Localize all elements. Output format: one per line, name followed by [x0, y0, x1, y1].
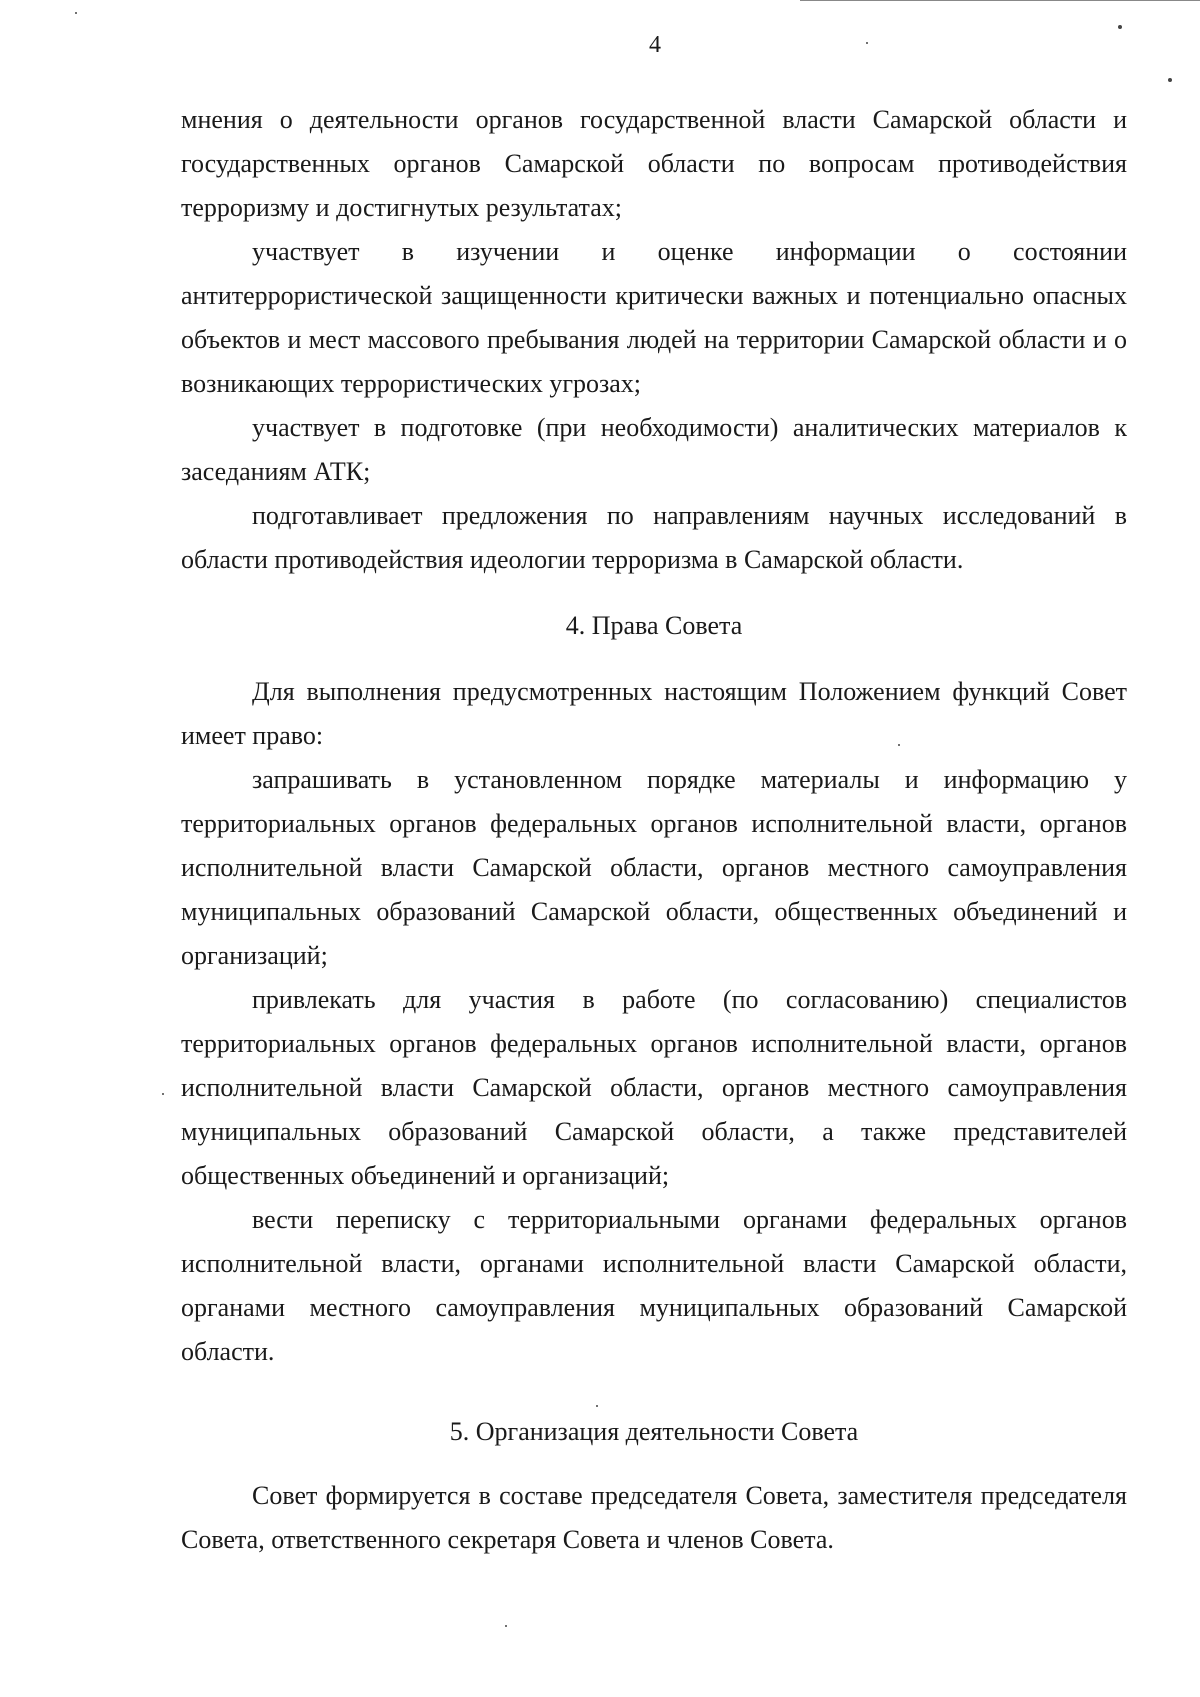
scan-speck [75, 12, 77, 14]
page-number: 4 [649, 32, 661, 58]
paragraph: привлекать для участия в работе (по согласованию) специалистов территориальных органов федеральных органов исполнительной власти, органов исполнительной власти Самарской области, органов местного самоуправления муниципальных образований Самарской области, а также представителей общественных объединений и организаций; [181, 985, 1127, 1190]
spacer [181, 1374, 1127, 1410]
paragraph: Совет формируется в составе председателя Совета, заместителя председателя Совета, ответственного секретаря Совета и членов Совета. [181, 1481, 1127, 1554]
document-body [181, 98, 1127, 1562]
scan-speck [1118, 25, 1122, 29]
scan-speck [1168, 78, 1172, 82]
section-heading-rights: 4. Права Совета [565, 611, 743, 640]
paragraph: запрашивать в установленном порядке материалы и информацию у территориальных органов федеральных органов исполнительной власти, органов исполнительной власти Самарской области, органов местного самоуправления муниципальных образований Самарской области, общественных объединений и организаций; [181, 765, 1127, 970]
spacer [181, 1454, 1127, 1474]
paragraph: подготавливает предложения по направлениям научных исследований в области противодействия идеологии терроризма в Самарской области. [181, 501, 1127, 574]
paragraph: участвует в изучении и оценке информации о состоянии антитеррористической защищенности критически важных и потенциально опасных объектов и мест массового пребывания людей на территории Самарской области и о возникающих террористических угрозах; [181, 237, 1127, 398]
paragraph: мнения о деятельности органов государственной власти Самарской области и государственных органов Самарской области по вопросам противодействия терроризму и достигнутых результатах; [181, 105, 1127, 222]
paragraph: участвует в подготовке (при необходимости) аналитических материалов к заседаниям АТК; [181, 413, 1127, 486]
paragraph: вести переписку с территориальными органами федеральных органов исполнительной власти, органами исполнительной власти Самарской области, органами местного самоуправления муниципальных образований Самарской области. [181, 1205, 1127, 1366]
spacer [181, 582, 1127, 604]
section-heading-organization: 5. Организация деятельности Совета [449, 1417, 859, 1446]
scan-edge-line [800, 0, 1200, 1]
paragraph: Для выполнения предусмотренных настоящим Положением функций Совет имеет право: [181, 677, 1127, 750]
scan-speck [162, 1093, 164, 1095]
scan-speck [505, 1625, 507, 1627]
spacer [181, 648, 1127, 670]
